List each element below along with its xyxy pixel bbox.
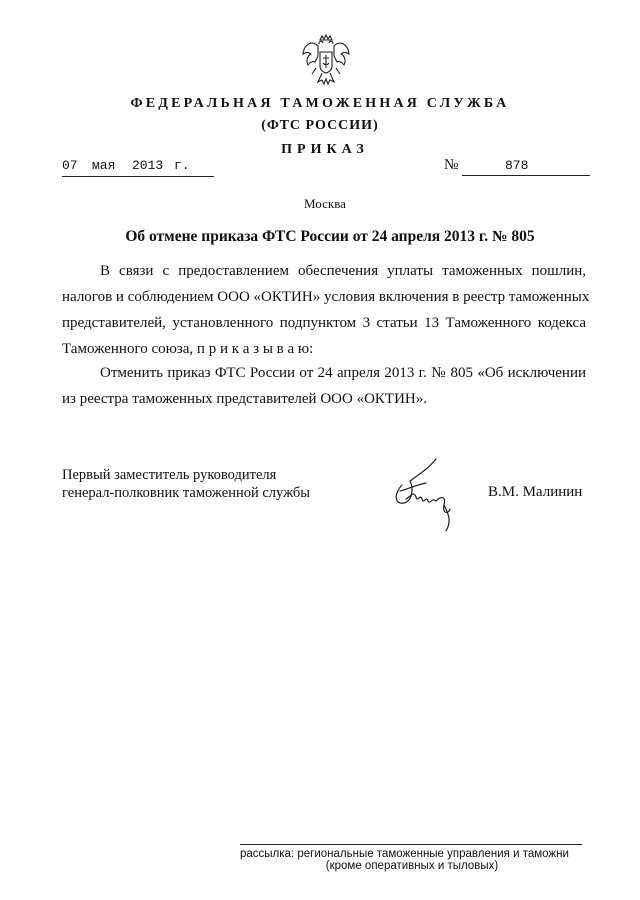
agency-name: ФЕДЕРАЛЬНАЯ ТАМОЖЕННАЯ СЛУЖБА: [130, 96, 510, 111]
document-type: ПРИКАЗ: [281, 142, 369, 157]
paragraph-2-line: Отменить приказ ФТС России от 24 апреля 2013 г. № 805 «Об исключении: [100, 365, 586, 381]
handwritten-signature: [392, 455, 462, 535]
number-field: [462, 158, 590, 176]
paragraph-1-line: налогов и соблюдением ООО «ОКТИН» условия включения в реестр таможенных: [62, 289, 590, 305]
date-day: 07: [62, 158, 78, 173]
signatory-name: В.М. Малинин: [488, 484, 583, 500]
position-line-2: генерал-полковник таможенной службы: [62, 485, 311, 501]
position-line-1: Первый заместитель руководителя: [62, 467, 277, 483]
divider: [240, 844, 582, 845]
paragraph-1-line: представителей, установленного подпунктом 3 статьи 13 Таможенного кодекса: [62, 315, 586, 331]
city: Москва: [304, 196, 346, 211]
number-sign: №: [444, 157, 459, 173]
date-suffix: г.: [174, 158, 190, 173]
paragraph-1-line: В связи с предоставлением обеспечения уплаты таможенных пошлин,: [100, 263, 586, 279]
body-paragraph-1: [62, 258, 590, 362]
document-number: 878: [505, 158, 529, 173]
agency-abbreviation: (ФТС РОССИИ): [261, 118, 379, 133]
distribution-note: [240, 848, 584, 872]
paragraph-2-line: из реестра таможенных представителей ООО «ОКТИН».: [62, 391, 427, 407]
distribution-line-1: рассылка: региональные таможенные управления и таможни: [240, 848, 569, 860]
body-paragraph-2: [62, 360, 586, 412]
date-year: 2013: [132, 158, 164, 173]
date-field: [62, 158, 214, 177]
date-month: мая: [92, 158, 116, 173]
signatory-position: [62, 466, 310, 502]
distribution-line-2: (кроме оперативных и тыловых): [325, 860, 499, 872]
coat-of-arms-icon: [300, 34, 352, 86]
document-title: Об отмене приказа ФТС России от 24 апреля 2013 г. № 805: [125, 228, 535, 245]
paragraph-1-line: Таможенного союза, п р и к а з ы в а ю:: [62, 341, 314, 357]
